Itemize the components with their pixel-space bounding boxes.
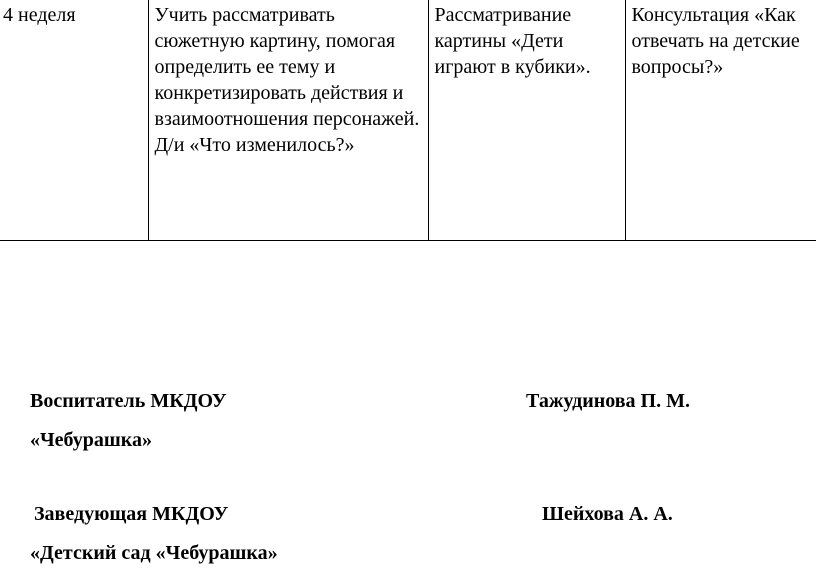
parents-cell: Консультация «Как отвечать на детские вопросы?» bbox=[625, 0, 816, 241]
plan-table bbox=[0, 0, 816, 241]
educator-title: Воспитатель МКДОУ bbox=[30, 390, 227, 412]
activity-cell: Рассматривание картины «Дети играют в кубики». bbox=[428, 0, 625, 241]
educator-org: «Чебурашка» bbox=[30, 429, 153, 451]
week-cell: 4 неделя bbox=[0, 0, 148, 241]
head-title: Заведующая МКДОУ bbox=[34, 503, 229, 525]
educator-name: Тажудинова П. М. bbox=[526, 390, 690, 412]
table-row bbox=[0, 0, 816, 241]
head-name: Шейхова А. А. bbox=[542, 503, 673, 525]
goal-cell: Учить рассматривать сюжетную картину, помогая определить ее тему и конкретизировать действия и взаимоотношения персонажей. Д/и «Что изменилось?» bbox=[148, 0, 428, 241]
head-org: «Детский сад «Чебурашка» bbox=[30, 542, 278, 564]
